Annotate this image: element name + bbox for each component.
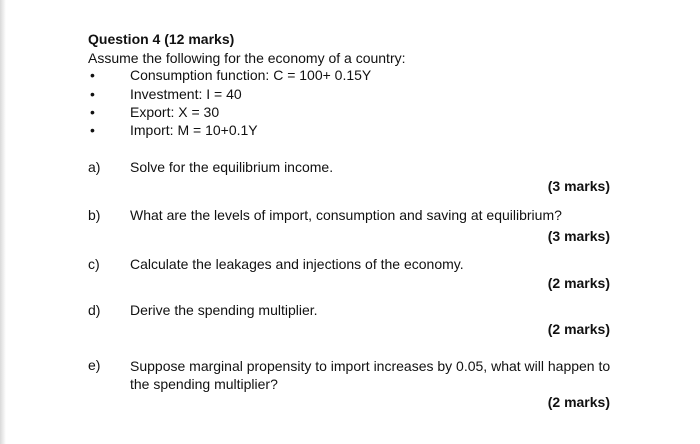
assumption-text: Consumption function: C = 100+ 0.15Y — [130, 67, 372, 83]
bullet-icon: • — [90, 104, 95, 120]
part-b-label: b) — [88, 207, 101, 223]
assumption-text: Import: M = 10+0.1Y — [130, 122, 258, 138]
part-b-text: What are the levels of import, consumption and saving at equilibrium? — [130, 207, 562, 223]
question-title: Question 4 (12 marks) — [88, 31, 235, 47]
part-b-marks: (3 marks) — [547, 228, 610, 244]
part-c-text: Calculate the leakages and injections of the economy. — [130, 256, 464, 272]
part-d-text: Derive the spending multiplier. — [130, 302, 318, 318]
part-e-marks: (2 marks) — [547, 394, 610, 410]
bullet-icon: • — [90, 86, 95, 102]
part-d-marks: (2 marks) — [547, 321, 610, 337]
bullet-icon: • — [90, 122, 95, 138]
part-a-text: Solve for the equilibrium income. — [130, 159, 334, 175]
question-intro: Assume the following for the economy of a country: — [88, 50, 406, 66]
part-c-label: c) — [88, 256, 100, 272]
bullet-icon: • — [90, 67, 95, 83]
part-c-marks: (2 marks) — [547, 275, 610, 291]
part-a-marks: (3 marks) — [547, 178, 610, 194]
assumption-text: Export: X = 30 — [130, 104, 220, 120]
part-d-label: d) — [88, 302, 101, 318]
page-edge-shadow — [0, 0, 6, 444]
assumption-text: Investment: I = 40 — [130, 86, 242, 102]
part-a-label: a) — [88, 159, 101, 175]
part-e-text: Suppose marginal propensity to import increases by 0.05, what will happen to the spending multiplier? — [130, 358, 611, 392]
part-e-label: e) — [88, 357, 101, 373]
